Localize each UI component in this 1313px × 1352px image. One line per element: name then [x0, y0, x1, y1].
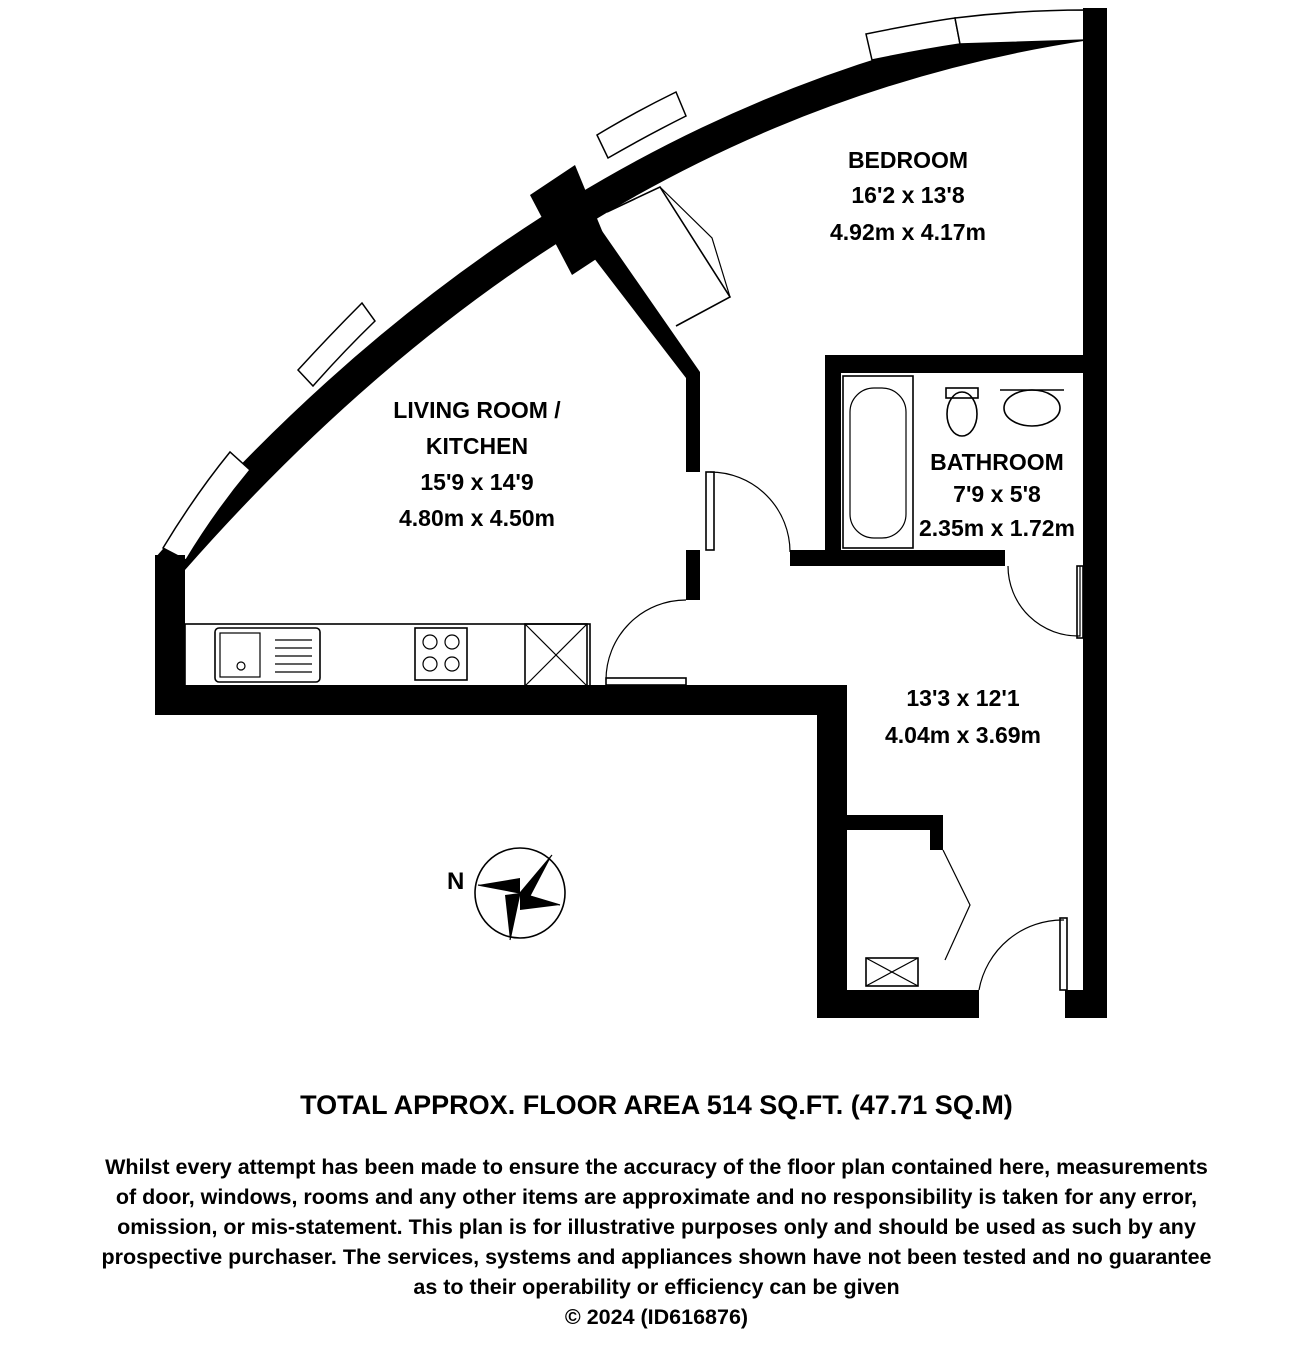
- bedroom-imperial: 16'2 x 13'8: [851, 182, 965, 208]
- entrance-door: [1060, 918, 1067, 990]
- copyright: © 2024 (ID616876): [564, 1305, 749, 1329]
- disclaimer-line: prospective purchaser. The services, systems and appliances shown have not been tested and no guarantee: [101, 1245, 1212, 1269]
- cupboard-wall: [847, 815, 943, 850]
- bathroom-north-wall: [825, 355, 1087, 373]
- hob-ring: [445, 635, 459, 649]
- living-metric: 4.80m x 4.50m: [398, 505, 556, 531]
- hall-west-wall: [817, 685, 847, 1018]
- living-door: [706, 472, 714, 550]
- compass-north-label: N: [447, 868, 465, 895]
- bathroom-metric: 2.35m x 1.72m: [918, 515, 1076, 541]
- cupboard-door: [943, 850, 970, 960]
- hall-imperial: 13'3 x 12'1: [906, 685, 1020, 711]
- hall-south-wall-right: [1065, 990, 1107, 1018]
- bathroom-name: BATHROOM: [930, 449, 1064, 475]
- bedroom-name: BEDROOM: [847, 147, 969, 173]
- kitchen-door-swing: [606, 600, 686, 680]
- bathroom-imperial: 7'9 x 5'8: [953, 481, 1041, 507]
- window: [955, 10, 1087, 44]
- sink-drain: [237, 662, 245, 670]
- sink-drainer: [275, 640, 312, 672]
- kitchen-door: [606, 678, 686, 685]
- living-east-wall: [686, 372, 700, 472]
- living-east-wall-lower: [686, 550, 700, 600]
- hob-ring: [423, 635, 437, 649]
- living-imperial: 15'9 x 14'9: [420, 469, 534, 495]
- basin: [1004, 390, 1060, 426]
- living-name-line2: KITCHEN: [425, 433, 529, 459]
- bedroom-metric: 4.92m x 4.17m: [829, 219, 987, 245]
- compass: [475, 848, 565, 940]
- sink: [215, 628, 320, 682]
- disclaimer-line: omission, or mis-statement. This plan is for illustrative purposes only and should be used as such by any: [117, 1215, 1196, 1239]
- bathtub: [843, 376, 913, 548]
- entrance-door-swing: [979, 920, 1064, 990]
- hob-ring: [423, 657, 437, 671]
- bathroom-west-wall: [825, 355, 841, 565]
- disclaimer-line: Whilst every attempt has been made to ensure the accuracy of the floor plan contained here, measurements: [105, 1155, 1208, 1179]
- bathtub-inner: [850, 388, 906, 538]
- living-bedroom-wall: [580, 228, 700, 385]
- east-wall: [1083, 8, 1107, 1018]
- bathroom-south-wall: [790, 550, 1005, 566]
- wardrobe: [607, 187, 730, 326]
- living-south-wall: [155, 685, 845, 715]
- disclaimer-line: of door, windows, rooms and any other items are approximate and no responsibility is taken for any error,: [115, 1185, 1198, 1209]
- toilet-cistern: [946, 388, 978, 398]
- total-floor-area: TOTAL APPROX. FLOOR AREA 514 SQ.FT. (47.71 SQ.M): [300, 1090, 1013, 1120]
- hob: [415, 628, 467, 680]
- hall-south-wall-left: [817, 990, 979, 1018]
- hob-ring: [445, 657, 459, 671]
- living-name-line1: LIVING ROOM /: [393, 397, 561, 423]
- living-door-swing: [710, 472, 790, 552]
- bathroom-door-swing: [1008, 566, 1080, 636]
- disclaimer-line: as to their operability or efficiency can be given: [413, 1275, 900, 1299]
- disclaimer: [0, 1152, 1313, 1332]
- hall-metric: 4.04m x 3.69m: [884, 722, 1042, 748]
